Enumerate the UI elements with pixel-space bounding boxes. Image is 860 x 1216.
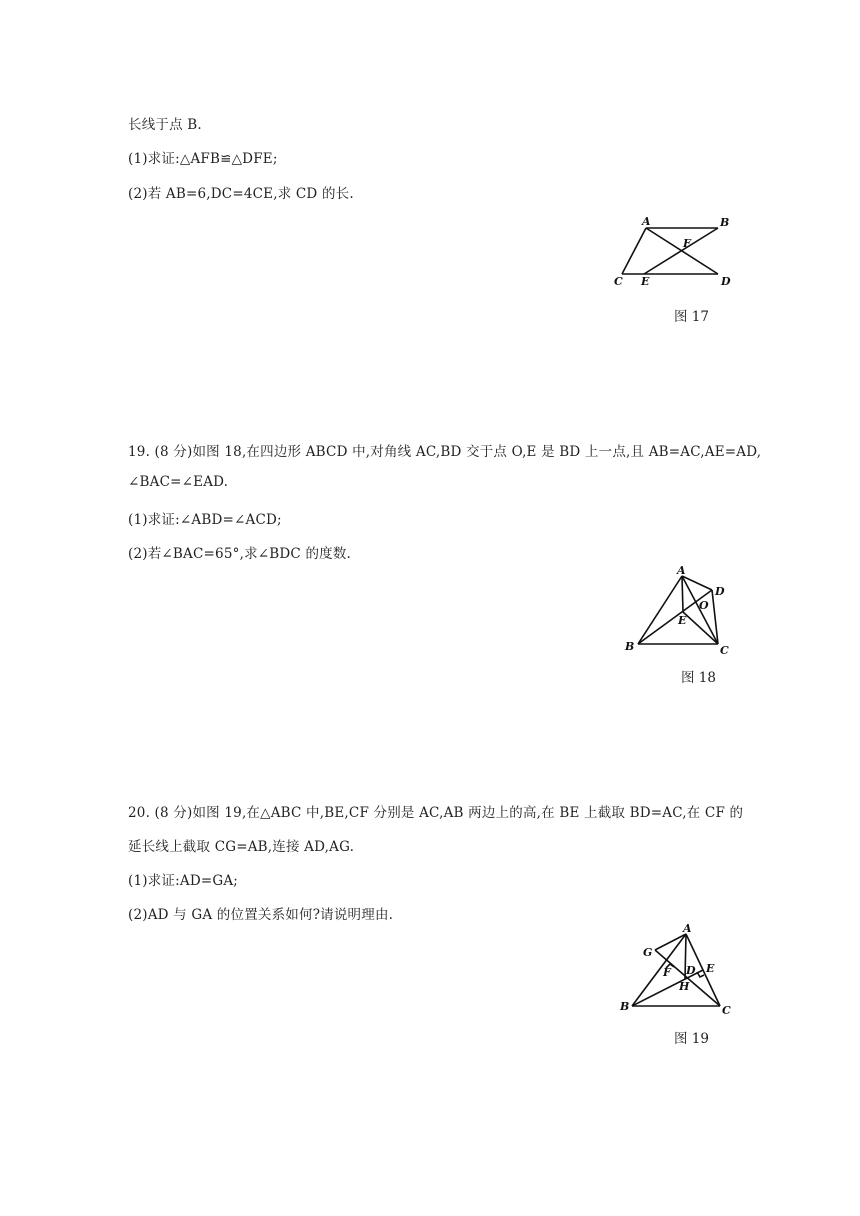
fig19-label-f: F: [663, 966, 671, 979]
figure-18: [622, 562, 742, 662]
q20-part2: (2)AD 与 GA 的位置关系如何?请说明理由.: [128, 907, 394, 923]
q19-part2: (2)若∠BAC=65°,求∠BDC 的度数.: [128, 546, 352, 562]
fig18-segment-ec: [683, 612, 718, 644]
fig17-label-f: F: [683, 237, 691, 250]
fig17-label-b: B: [720, 216, 730, 229]
fig17-label-e: E: [641, 275, 650, 288]
fig19-label-c: C: [722, 1004, 731, 1017]
q20-part1: (1)求证:AD=GA;: [128, 873, 239, 889]
q18-part1: (1)求证:△AFB≌△DFE;: [128, 151, 278, 167]
fig17-segment-ac: [622, 228, 646, 274]
figure-19-caption: 图 19: [674, 1031, 709, 1047]
q18-part2: (2)若 AB=6,DC=4CE,求 CD 的长.: [128, 186, 354, 202]
fig19-label-g: G: [643, 946, 653, 959]
fig18-segment-ae: [682, 576, 683, 612]
q20-stem-line1: 20. (8 分)如图 19,在△ABC 中,BE,CF 分别是 AC,AB 两边上的高,在 BE 上截取 BD=AC,在 CF 的: [128, 805, 744, 821]
figure-18-caption: 图 18: [681, 670, 716, 686]
fig19-label-e: E: [706, 962, 715, 975]
fig17-label-a: A: [642, 215, 651, 228]
fig19-label-h: H: [679, 980, 690, 993]
fig17-label-d: D: [721, 275, 731, 288]
fig18-label-b: B: [625, 640, 635, 653]
figure-17: [608, 210, 738, 292]
fig18-label-o: O: [699, 599, 709, 612]
fig19-segment-ga: [655, 934, 686, 950]
figure-17-caption: 图 17: [674, 309, 709, 325]
fig18-label-a: A: [677, 564, 686, 577]
fig19-right-angle-e: [697, 972, 704, 977]
q19-stem-line2: ∠BAC=∠EAD.: [128, 474, 229, 490]
fig19-label-a: A: [683, 922, 692, 935]
q20-stem-line2: 延长线上截取 CG=AB,连接 AD,AG.: [128, 839, 355, 855]
q18-continuation: 长线于点 B.: [128, 117, 202, 133]
q19-part1: (1)求证:∠ABD=∠ACD;: [128, 512, 282, 528]
fig19-label-d: D: [686, 964, 696, 977]
fig17-label-c: C: [614, 275, 623, 288]
fig18-label-c: C: [720, 644, 729, 657]
q19-stem-line1: 19. (8 分)如图 18,在四边形 ABCD 中,对角线 AC,BD 交于点 O,E 是 BD 上一点,且 AB=AC,AE=AD,: [128, 444, 762, 460]
fig19-label-b: B: [620, 1000, 630, 1013]
fig18-segment-ab: [638, 576, 682, 644]
figure-19: [612, 920, 744, 1018]
fig18-label-e: E: [678, 614, 687, 627]
fig18-label-d: D: [715, 585, 725, 598]
